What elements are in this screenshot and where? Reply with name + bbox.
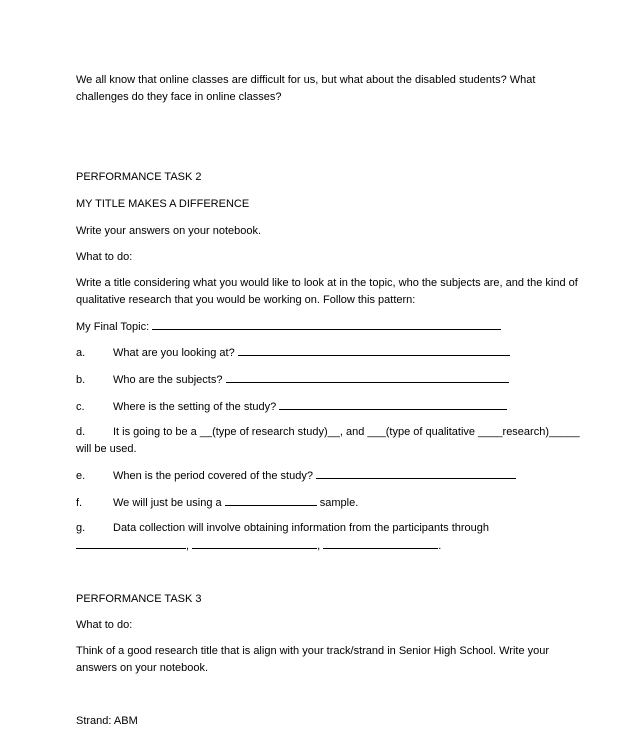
item-c	[76, 398, 576, 416]
item-g-blanks	[76, 537, 576, 555]
item-b-text: Who are the subjects?	[113, 374, 223, 386]
item-g-blank-1	[76, 537, 186, 549]
task2-prompt	[76, 275, 576, 309]
item-f-label: f.	[76, 497, 83, 509]
item-g-comma-1: ,	[186, 540, 190, 552]
task2-heading: PERFORMANCE TASK 2	[76, 171, 202, 183]
item-f-text-after: sample.	[319, 497, 359, 509]
task2-what-to-do: What to do:	[76, 251, 133, 263]
item-g-text: Data collection will involve obtaining information from the participants through	[113, 522, 490, 534]
item-e-label: e.	[76, 470, 86, 482]
item-d	[76, 424, 580, 458]
item-e	[76, 467, 576, 485]
item-g-blank-2	[192, 537, 317, 549]
item-b	[76, 371, 576, 389]
item-e-text: When is the period covered of the study?	[113, 470, 313, 482]
item-g-comma-2: ,	[317, 540, 321, 552]
task3-what-to-do: What to do:	[76, 619, 133, 631]
item-f	[76, 494, 576, 512]
item-d-text-2: will be used.	[76, 443, 137, 455]
item-g-blank-3	[323, 537, 438, 549]
final-topic-row	[76, 318, 576, 336]
item-a-blank	[238, 344, 510, 356]
item-g	[76, 520, 576, 555]
item-f-text-before: We will just be using a	[113, 497, 222, 509]
final-topic-label: My Final Topic:	[76, 321, 150, 333]
item-a-label: a.	[76, 347, 86, 359]
task3-prompt	[76, 643, 576, 677]
item-e-blank	[316, 467, 516, 479]
item-c-label: c.	[76, 401, 85, 413]
intro-line-1: We all know that online classes are difficult for us, but what about the disabled students? What	[76, 74, 536, 86]
item-g-label: g.	[76, 522, 86, 534]
intro-line-2: challenges do they face in online classes?	[76, 91, 282, 103]
item-c-blank	[279, 398, 507, 410]
final-topic-blank	[152, 318, 501, 330]
task2-prompt-line-1: Write a title considering what you would like to look at in the topic, who the subjects are, and the kind of	[76, 277, 578, 289]
intro-paragraph	[76, 72, 576, 106]
item-c-text: Where is the setting of the study?	[113, 401, 277, 413]
task3-prompt-line-1: Think of a good research title that is align with your track/strand in Senior High School. Write your	[76, 645, 550, 657]
task2-title: MY TITLE MAKES A DIFFERENCE	[76, 198, 250, 210]
item-a	[76, 344, 576, 362]
task3-heading: PERFORMANCE TASK 3	[76, 593, 202, 605]
item-d-text-1: It is going to be a __(type of research study)__, and ___(type of qualitative ____research)_____	[113, 426, 580, 438]
item-d-label: d.	[76, 426, 86, 438]
task3-strand: Strand: ABM	[76, 715, 138, 727]
item-a-text: What are you looking at?	[113, 347, 235, 359]
item-g-period: .	[438, 540, 442, 552]
task2-instruction: Write your answers on your notebook.	[76, 225, 262, 237]
task2-prompt-line-2: qualitative research that you would be working on. Follow this pattern:	[76, 294, 416, 306]
item-f-blank	[225, 494, 317, 506]
item-b-blank	[226, 371, 509, 383]
task3-prompt-line-2: answers on your notebook.	[76, 662, 209, 674]
item-b-label: b.	[76, 374, 86, 386]
